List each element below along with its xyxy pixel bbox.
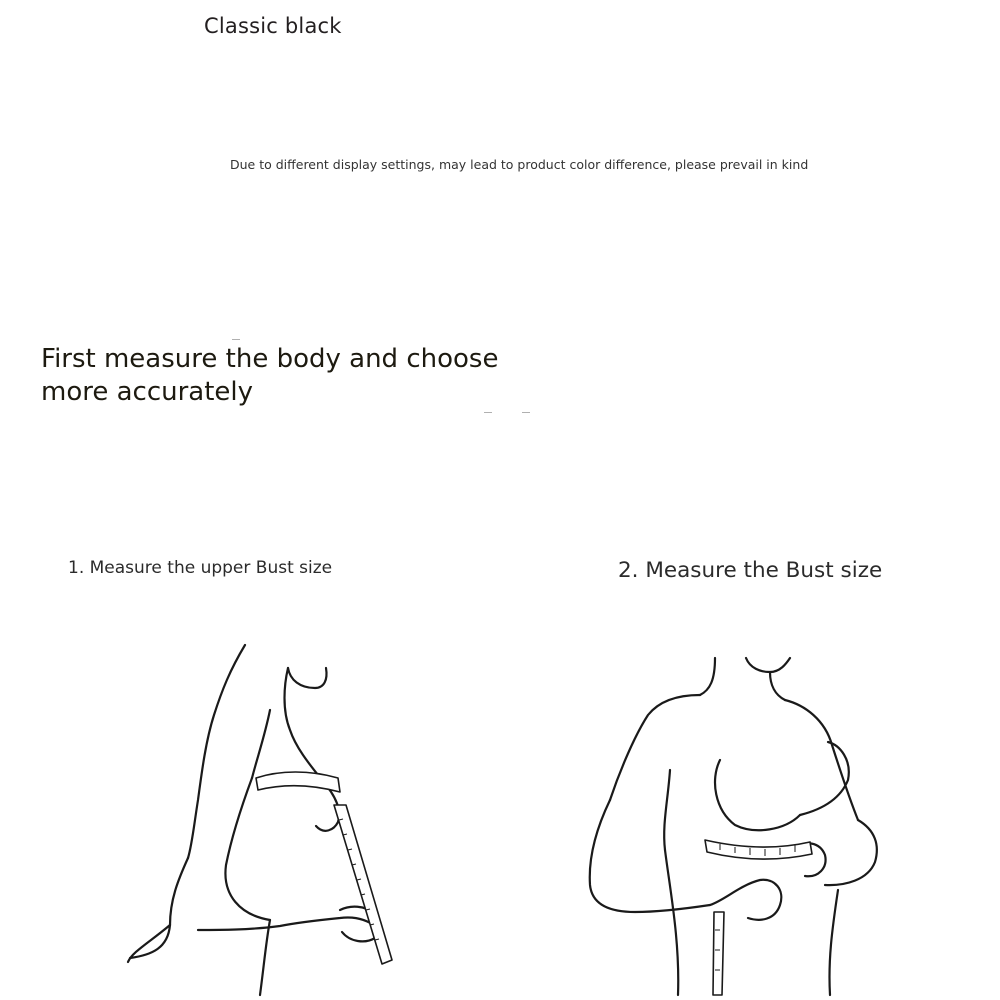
measurement-guide-heading: First measure the body and choose more accurately [41,344,499,407]
variant-title: Classic black [204,14,342,38]
upper-bust-measurement-illustration [110,630,420,1000]
decorative-dash [232,339,240,340]
decorative-dash [522,412,530,413]
decorative-dash [484,412,492,413]
step-2-label: 2. Measure the Bust size [618,558,883,583]
bust-measurement-illustration [570,650,900,1000]
color-difference-note: Due to different display settings, may lead to product color difference, please prevail in kind [230,157,809,172]
step-1-label: 1. Measure the upper Bust size [68,558,333,578]
